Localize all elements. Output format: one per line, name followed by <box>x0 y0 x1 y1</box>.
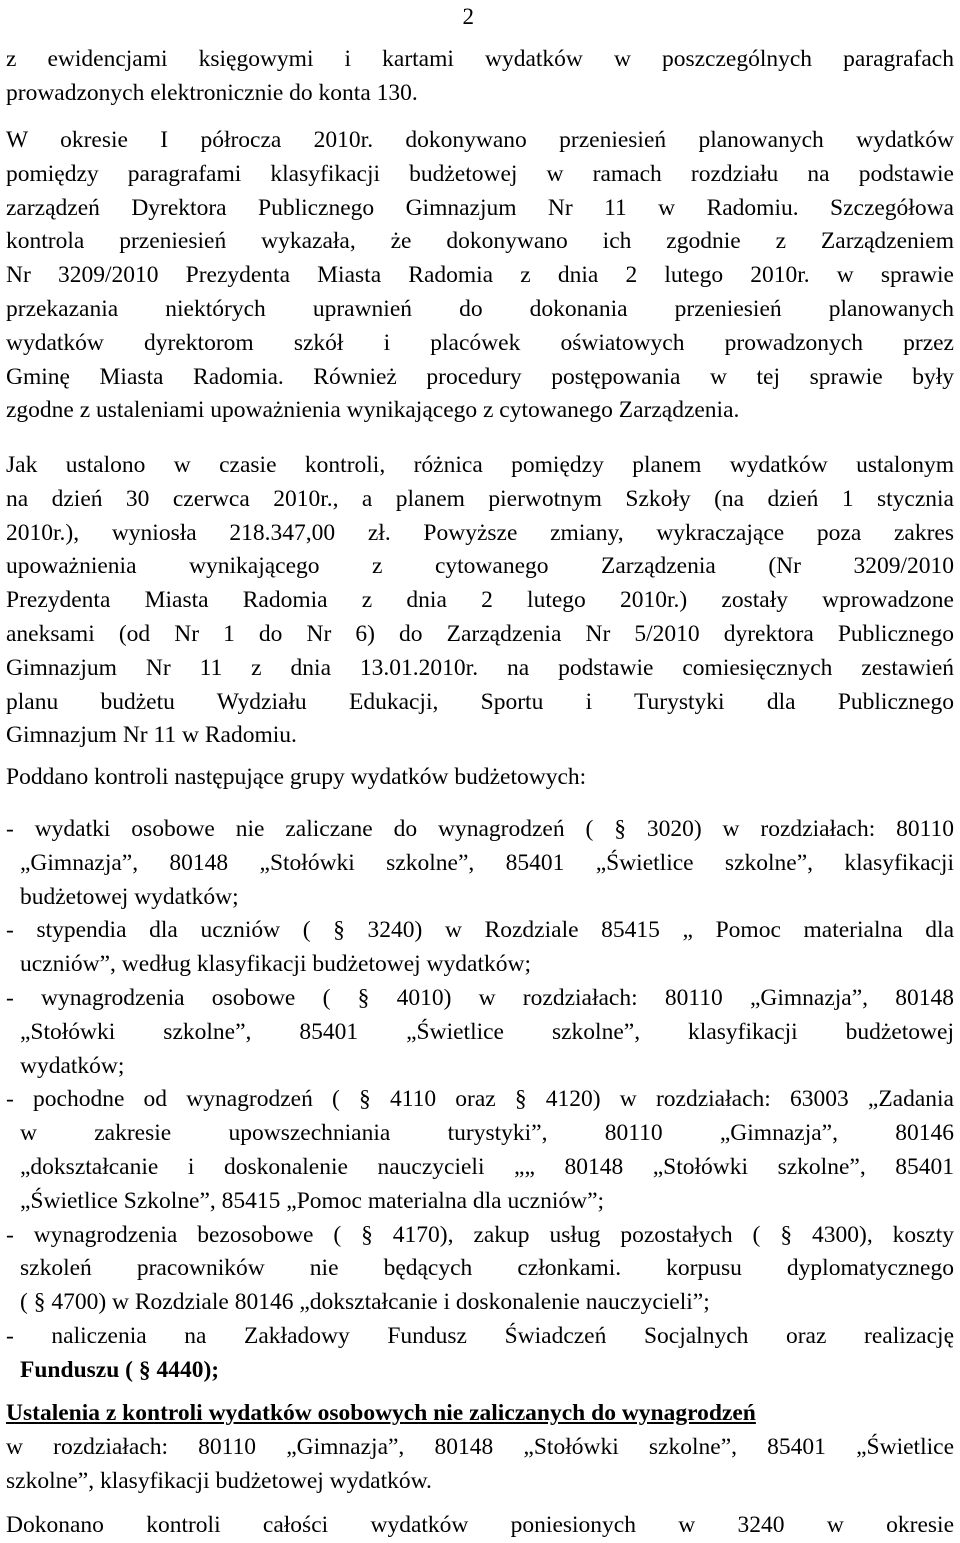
text-line: „Świetlice Szkolne”, 85415 „Pomoc materialna dla uczniów”; <box>20 1187 605 1214</box>
text-line: Dokonano kontroli całości wydatków poniesionych w 3240 w okresie <box>6 1512 954 1538</box>
text-line: Gimnazjum Nr 11 w Radomiu. <box>6 722 297 749</box>
text-line: - wynagrodzenia osobowe ( § 4010) w rozdziałach: 80110 „Gimnazja”, 80148 <box>6 984 954 1011</box>
list-item <box>6 982 954 1083</box>
text-line: „dokształcanie i doskonalenie nauczycieli „„ 80148 „Stołówki szkolne”, 85401 <box>20 1153 954 1180</box>
text-line: prowadzonych elektronicznie do konta 130. <box>6 79 418 106</box>
text-line: planu budżetu Wydziału Edukacji, Sportu i Turystyki dla Publicznego <box>6 688 954 715</box>
text-line: upoważnienia wynikającego z cytowanego Zarządzenia (Nr 3209/2010 <box>6 553 954 580</box>
text-line: - stypendia dla uczniów ( § 3240) w Rozdziale 85415 „ Pomoc materialna dla <box>6 917 954 944</box>
text-line: - wynagrodzenia bezosobowe ( § 4170), zakup usług pozostałych ( § 4300), koszty <box>6 1221 954 1248</box>
text-line: - naliczenia na Zakładowy Fundusz Świadczeń Socjalnych oraz realizację <box>6 1322 954 1349</box>
paragraph-ledgers <box>6 43 954 111</box>
text-line: zarządzeń Dyrektora Publicznego Gimnazjum Nr 11 w Radomiu. Szczegółowa <box>6 194 954 221</box>
list-item <box>6 1083 954 1218</box>
text-line: uczniów”, według klasyfikacji budżetowej wydatków; <box>20 951 531 978</box>
paragraph-plan-difference <box>6 449 954 753</box>
text-line: pomiędzy paragrafami klasyfikacji budżetowej w ramach rozdziału na podstawie <box>6 160 954 187</box>
text-line: aneksami (od Nr 1 do Nr 6) do Zarządzenia Nr 5/2010 dyrektora Publicznego <box>6 620 954 647</box>
text-line: szkolne”, klasyfikacji budżetowej wydatków. <box>6 1467 432 1494</box>
text-line: przekazania niektórych uprawnień do dokonania przeniesień planowanych <box>6 295 954 322</box>
text-line: wydatków dyrektorom szkół i placówek oświatowych prowadzonych przez <box>6 329 954 356</box>
text-line: w zakresie upowszechniania turystyki”, 80110 „Gimnazja”, 80146 <box>20 1120 954 1147</box>
text-line: - pochodne od wynagrodzeń ( § 4110 oraz § 4120) w rozdziałach: 63003 „Zadania <box>6 1086 954 1113</box>
text-line: szkoleń pracowników nie będących członkami. korpusu dyplomatycznego <box>20 1255 954 1282</box>
text-line: Poddano kontroli następujące grupy wydatków budżetowych: <box>6 764 587 790</box>
list-item <box>6 1219 954 1320</box>
text-line: kontrola przeniesień wykazała, że dokonywano ich zgodnie z Zarządzeniem <box>6 228 954 255</box>
text-line: Gimnazjum Nr 11 z dnia 13.01.2010r. na podstawie comiesięcznych zestawień <box>6 654 954 681</box>
paragraph-transfers <box>6 124 954 428</box>
text-line: w rozdziałach: 80110 „Gimnazja”, 80148 „Stołówki szkolne”, 85401 „Świetlice <box>6 1433 954 1460</box>
text-line: ( § 4700) w Rozdziale 80146 „dokształcanie i doskonalenie nauczycieli”; <box>20 1289 710 1316</box>
list-item <box>6 813 954 914</box>
list-item <box>6 1320 954 1388</box>
text-line: Prezydenta Miasta Radomia z dnia 2 lutego 2010r.) zostały wprowadzone <box>6 587 954 614</box>
text-line: na dzień 30 czerwca 2010r., a planem pierwotnym Szkoły (na dzień 1 stycznia <box>6 485 954 512</box>
text-line: „Stołówki szkolne”, 85401 „Świetlice szkolne”, klasyfikacji budżetowej <box>20 1018 954 1045</box>
list-item <box>6 914 954 982</box>
paragraph-final <box>6 1509 954 1543</box>
section-heading-block <box>6 1397 954 1498</box>
expense-groups-list <box>6 813 954 1388</box>
text-line: 2010r.), wyniosła 218.347,00 zł. Powyższe zmiany, wykraczające poza zakres <box>6 519 954 546</box>
text-line: „Gimnazja”, 80148 „Stołówki szkolne”, 85401 „Świetlice szkolne”, klasyfikacji <box>20 849 954 876</box>
page-number: 2 <box>462 4 474 29</box>
text-line: Gminę Miasta Radomia. Również procedury postępowania w tej sprawie były <box>6 363 954 390</box>
paragraph-intro-list <box>6 761 954 795</box>
text-line: W okresie I półrocza 2010r. dokonywano przeniesień planowanych wydatków <box>6 127 954 153</box>
text-line: wydatków; <box>20 1052 125 1079</box>
text-line: Funduszu ( § 4440); <box>20 1356 220 1383</box>
text-line: z ewidencjami księgowymi i kartami wydatków w poszczególnych paragrafach <box>6 46 954 72</box>
text-line: Jak ustalono w czasie kontroli, różnica pomiędzy planem wydatków ustalonym <box>6 452 954 478</box>
text-line: - wydatki osobowe nie zaliczane do wynagrodzeń ( § 3020) w rozdziałach: 80110 <box>6 816 954 842</box>
text-line: Nr 3209/2010 Prezydenta Miasta Radomia z dnia 2 lutego 2010r. w sprawie <box>6 262 954 289</box>
section-heading: Ustalenia z kontroli wydatków osobowych nie zaliczanych do wynagrodzeń <box>6 1400 756 1426</box>
text-line: budżetowej wydatków; <box>20 883 239 910</box>
text-line: zgodne z ustaleniami upoważnienia wynikającego z cytowanego Zarządzenia. <box>6 397 740 424</box>
